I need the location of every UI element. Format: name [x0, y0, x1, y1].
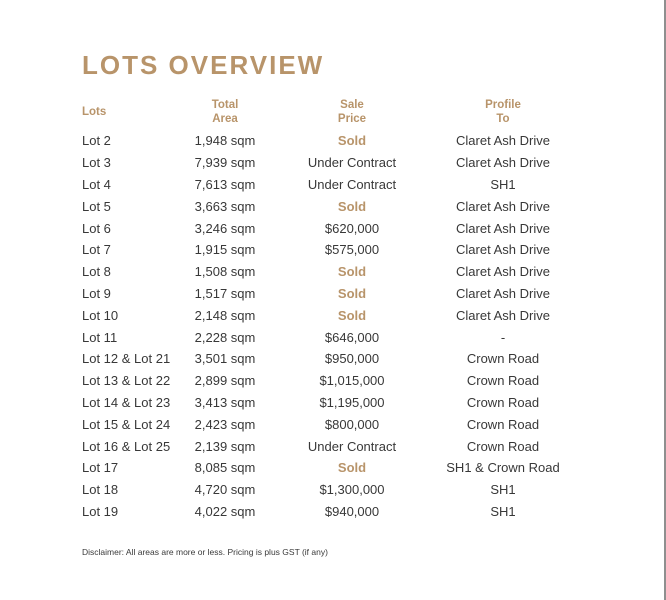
table-body [82, 130, 574, 522]
table-row [82, 479, 574, 501]
cell-price: $646,000 [324, 329, 380, 345]
cell-area: 1,948 sqm [194, 133, 256, 149]
table-row [82, 217, 574, 239]
cell-area: 4,022 sqm [194, 503, 256, 519]
cell-lot: Lot 10 [82, 307, 119, 323]
cell-lot: Lot 15 & Lot 24 [82, 416, 171, 432]
cell-area: 1,915 sqm [194, 242, 256, 258]
table-row [82, 283, 574, 305]
cell-profile: Crown Road [466, 416, 540, 432]
cell-price: $800,000 [324, 416, 380, 432]
cell-price: Under Contract [307, 176, 397, 192]
cell-price: Sold [337, 264, 367, 280]
column-header-sale-price-line2: Price [337, 113, 367, 125]
cell-lot: Lot 4 [82, 176, 111, 192]
cell-price: $1,015,000 [319, 373, 385, 389]
cell-profile: Crown Road [466, 373, 540, 389]
cell-area: 2,899 sqm [194, 373, 256, 389]
table-row [82, 501, 574, 523]
column-header-profile-to-line1: Profile [485, 99, 521, 111]
cell-profile: SH1 [490, 482, 516, 498]
cell-price: Sold [337, 460, 367, 476]
cell-lot: Lot 17 [82, 460, 119, 476]
cell-area: 2,423 sqm [194, 416, 256, 432]
cell-lot: Lot 13 & Lot 22 [82, 373, 171, 389]
cell-lot: Lot 11 [82, 329, 118, 345]
cell-area: 2,139 sqm [194, 438, 256, 454]
cell-profile: Claret Ash Drive [456, 285, 550, 301]
cell-price: Under Contract [307, 438, 397, 454]
cell-lot: Lot 2 [82, 133, 111, 149]
column-header-sale-price-line1: Sale [340, 99, 364, 111]
cell-price: Under Contract [307, 155, 397, 171]
table-row [82, 326, 574, 348]
table-row [82, 174, 574, 196]
cell-profile: Crown Road [466, 394, 540, 410]
cell-price: Sold [337, 198, 367, 214]
cell-lot: Lot 18 [82, 482, 119, 498]
cell-price: $950,000 [324, 351, 380, 367]
table-row [82, 392, 574, 414]
cell-profile: Claret Ash Drive [456, 264, 550, 280]
cell-lot: Lot 7 [82, 242, 111, 258]
cell-area: 2,148 sqm [194, 307, 256, 323]
cell-price: Sold [337, 133, 367, 149]
cell-area: 8,085 sqm [194, 460, 256, 476]
cell-area: 3,663 sqm [194, 198, 256, 214]
cell-area: 3,413 sqm [194, 394, 256, 410]
column-header-profile-to-line2: To [496, 113, 510, 125]
cell-profile: Claret Ash Drive [456, 155, 550, 171]
cell-area: 7,939 sqm [194, 155, 256, 171]
cell-area: 3,501 sqm [194, 351, 256, 367]
table-row [82, 195, 574, 217]
column-header-profile-to [434, 98, 572, 126]
cell-lot: Lot 5 [82, 198, 111, 214]
cell-lot: Lot 3 [82, 155, 111, 171]
cell-profile: Claret Ash Drive [456, 133, 550, 149]
table-row [82, 413, 574, 435]
page-title: LOTS OVERVIEW [82, 50, 325, 80]
cell-area: 2,228 sqm [194, 329, 256, 345]
cell-price: $620,000 [324, 220, 380, 236]
table-header-row [82, 98, 574, 126]
cell-profile: Claret Ash Drive [456, 220, 550, 236]
table-row [82, 435, 574, 457]
cell-price: Sold [337, 285, 367, 301]
column-header-lots: Lots [82, 106, 107, 118]
cell-area: 3,246 sqm [194, 220, 256, 236]
cell-price: $575,000 [324, 242, 380, 258]
cell-profile: Crown Road [466, 351, 540, 367]
cell-price: $1,195,000 [319, 394, 385, 410]
cell-lot: Lot 6 [82, 220, 111, 236]
cell-area: 1,508 sqm [194, 264, 256, 280]
cell-price: $940,000 [324, 503, 380, 519]
column-header-total-area [180, 98, 270, 126]
table-row [82, 130, 574, 152]
disclaimer-text: Disclaimer: All areas are more or less. Pricing is plus GST (if any) [82, 547, 328, 557]
table-row [82, 304, 574, 326]
column-header-total-area-line1: Total [211, 99, 239, 111]
cell-lot: Lot 9 [82, 285, 111, 301]
cell-area: 7,613 sqm [194, 176, 256, 192]
cell-lot: Lot 14 & Lot 23 [82, 394, 171, 410]
cell-area: 1,517 sqm [194, 285, 256, 301]
table-row [82, 152, 574, 174]
cell-profile: SH1 & Crown Road [446, 460, 560, 476]
cell-lot: Lot 19 [82, 503, 119, 519]
cell-profile: SH1 [490, 176, 516, 192]
cell-profile: Claret Ash Drive [456, 242, 550, 258]
lots-table [82, 98, 574, 522]
column-header-total-area-line2: Area [212, 113, 238, 125]
cell-lot: Lot 8 [82, 264, 111, 280]
table-row [82, 348, 574, 370]
cell-area: 4,720 sqm [194, 482, 256, 498]
table-row [82, 261, 574, 283]
cell-profile: Claret Ash Drive [456, 307, 550, 323]
cell-profile: Claret Ash Drive [456, 198, 550, 214]
table-row [82, 457, 574, 479]
cell-lot: Lot 16 & Lot 25 [82, 438, 171, 454]
cell-lot: Lot 12 & Lot 21 [82, 351, 171, 367]
cell-profile: Crown Road [466, 438, 540, 454]
cell-profile: SH1 [490, 503, 516, 519]
cell-price: Sold [337, 307, 367, 323]
table-row [82, 370, 574, 392]
column-header-sale-price [270, 98, 434, 126]
table-row [82, 239, 574, 261]
cell-profile: - [500, 329, 506, 345]
cell-price: $1,300,000 [319, 482, 385, 498]
